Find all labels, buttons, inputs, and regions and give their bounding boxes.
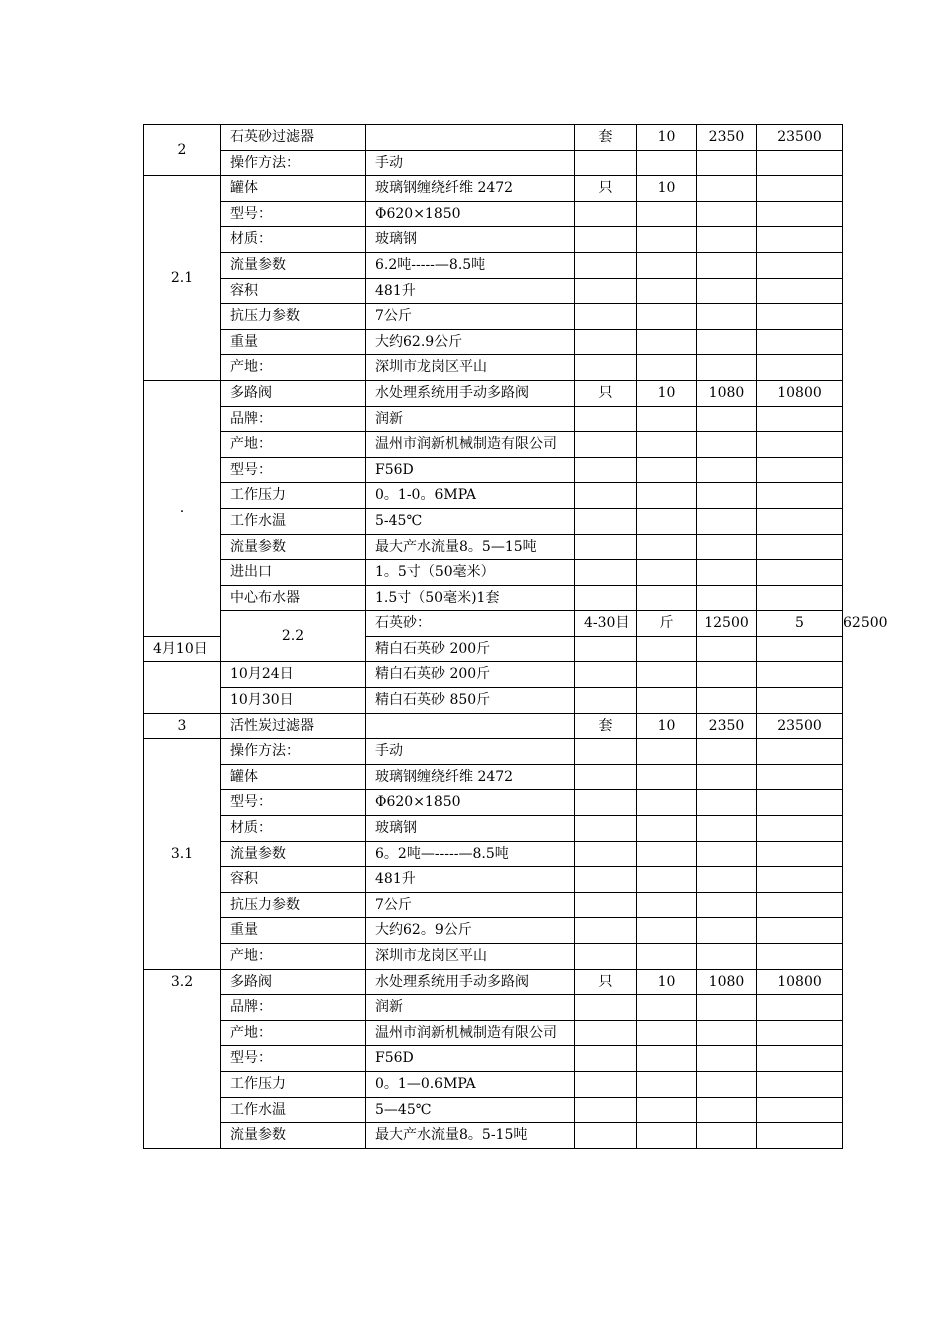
table-row: [144, 1020, 843, 1046]
item-number: [144, 662, 221, 713]
table-row: [144, 125, 843, 151]
table-row: [144, 432, 843, 458]
table-row: [144, 329, 843, 355]
item-number: 3: [144, 713, 221, 739]
item-name: 型号：: [221, 201, 366, 227]
item-name: 材质：: [221, 227, 366, 253]
item-name: 产地：: [221, 1020, 366, 1046]
table-row: [144, 227, 843, 253]
spec-table: [143, 124, 888, 1149]
item-total: 23500: [757, 713, 843, 739]
item-name: 型号：: [221, 457, 366, 483]
item-total: 23500: [757, 125, 843, 151]
item-spec: 温州市润新机械制造有限公司: [366, 1020, 575, 1046]
table-row: [144, 406, 843, 432]
item-spec: 手动: [366, 150, 575, 176]
item-name: 流量参数: [221, 534, 366, 560]
item-price: 2350: [697, 713, 757, 739]
item-spec: 玻璃钢: [366, 227, 575, 253]
table-row: [144, 969, 843, 995]
table-row: [144, 560, 843, 586]
item-spec: 6。2吨—-----—8.5吨: [366, 841, 575, 867]
item-number: 3.1: [144, 739, 221, 969]
item-name: 工作压力: [221, 483, 366, 509]
item-name: 产地：: [221, 432, 366, 458]
table-row: [144, 944, 843, 970]
item-price: 1080: [697, 380, 757, 406]
table-row: 2.2 石英砂： 4-30目 斤 12500 5 62500: [144, 611, 843, 637]
item-name: 产地：: [221, 355, 366, 381]
item-spec: 1。5寸（50毫米）: [366, 560, 575, 586]
item-name: 材质：: [221, 816, 366, 842]
item-name: 10月30日: [221, 688, 366, 714]
item-spec: 1.5寸（50毫米)1套: [366, 585, 575, 611]
table-row: [144, 892, 843, 918]
item-price: 2350: [697, 125, 757, 151]
item-spec: 玻璃钢缠绕纤维 2472: [366, 176, 575, 202]
item-qty: 12500: [697, 611, 757, 637]
item-spec: F56D: [366, 457, 575, 483]
item-name: 多路阀: [221, 969, 366, 995]
item-name: 罐体: [221, 176, 366, 202]
item-name: 容积: [221, 867, 366, 893]
item-spec: Φ620×1850: [366, 201, 575, 227]
table-row: [144, 355, 843, 381]
item-name: 抗压力参数: [221, 892, 366, 918]
item-name: 型号：: [221, 790, 366, 816]
item-number: 3.2: [144, 969, 221, 1148]
table-row: [144, 304, 843, 330]
item-spec: 6.2吨-----—8.5吨: [366, 252, 575, 278]
item-name: 抗压力参数: [221, 304, 366, 330]
item-name: 流量参数: [221, 1123, 366, 1149]
table-row: [144, 380, 843, 406]
item-name: 工作水温: [221, 508, 366, 534]
table-row: [144, 995, 843, 1021]
item-number: 2.2: [221, 611, 366, 662]
item-spec: 精白石英砂 200斤: [366, 636, 575, 662]
table-row: [144, 278, 843, 304]
item-number: 2: [144, 125, 221, 176]
table-row: [144, 1046, 843, 1072]
item-number: .: [144, 380, 221, 636]
item-spec: 水处理系统用手动多路阀: [366, 380, 575, 406]
item-spec: 4-30目: [575, 611, 637, 637]
item-name: 流量参数: [221, 841, 366, 867]
item-name: 产地：: [221, 944, 366, 970]
item-spec: 深圳市龙岗区平山: [366, 355, 575, 381]
item-spec: 玻璃钢: [366, 816, 575, 842]
table-row: [144, 790, 843, 816]
table-row: [144, 713, 843, 739]
item-spec: 5-45℃: [366, 508, 575, 534]
table-row: [144, 662, 843, 688]
item-spec: 0。1-0。6MPA: [366, 483, 575, 509]
item-name: 流量参数: [221, 252, 366, 278]
table-row: [144, 176, 843, 202]
item-name: 4月10日: [144, 636, 221, 662]
table-row: [144, 867, 843, 893]
item-qty: 10: [637, 713, 697, 739]
item-total: 10800: [757, 380, 843, 406]
item-unit: 只: [575, 380, 637, 406]
item-spec: 大约62.9公斤: [366, 329, 575, 355]
item-spec: 最大产水流量8。5—15吨: [366, 534, 575, 560]
item-spec: 玻璃钢缠绕纤维 2472: [366, 764, 575, 790]
item-name: 操作方法：: [221, 739, 366, 765]
item-spec: 481升: [366, 867, 575, 893]
table-row: [144, 585, 843, 611]
item-unit: 斤: [637, 611, 697, 637]
item-name: 罐体: [221, 764, 366, 790]
item-name: 容积: [221, 278, 366, 304]
item-spec: [366, 713, 575, 739]
table-row: [144, 252, 843, 278]
item-spec: [366, 125, 575, 151]
item-spec: 大约62。9公斤: [366, 918, 575, 944]
item-unit: 套: [575, 713, 637, 739]
item-name: 石英砂：: [366, 611, 575, 637]
item-price: 5: [757, 611, 843, 637]
item-qty: 10: [637, 380, 697, 406]
item-name: 型号：: [221, 1046, 366, 1072]
table-row: [144, 1097, 843, 1123]
item-name: 进出口: [221, 560, 366, 586]
item-spec: Φ620×1850: [366, 790, 575, 816]
item-name: 多路阀: [221, 380, 366, 406]
item-name: 工作水温: [221, 1097, 366, 1123]
table-row: [144, 688, 843, 714]
item-spec: 水处理系统用手动多路阀: [366, 969, 575, 995]
table-row: [144, 1123, 843, 1149]
item-spec: 润新: [366, 406, 575, 432]
item-qty: 10: [637, 176, 697, 202]
item-spec: 7公斤: [366, 892, 575, 918]
item-name: 重量: [221, 329, 366, 355]
table-row: [144, 1071, 843, 1097]
item-name: 10月24日: [221, 662, 366, 688]
item-name: 品牌：: [221, 995, 366, 1021]
item-spec: 最大产水流量8。5-15吨: [366, 1123, 575, 1149]
item-spec: 温州市润新机械制造有限公司: [366, 432, 575, 458]
item-unit: 套: [575, 125, 637, 151]
item-spec: 润新: [366, 995, 575, 1021]
table-row: [144, 816, 843, 842]
table-row: [144, 483, 843, 509]
table-row: [144, 201, 843, 227]
item-spec: 手动: [366, 739, 575, 765]
item-price: 1080: [697, 969, 757, 995]
table-row: [144, 457, 843, 483]
item-number: 2.1: [144, 176, 221, 381]
item-name: 工作压力: [221, 1071, 366, 1097]
table-row: [144, 918, 843, 944]
item-total: 10800: [757, 969, 843, 995]
item-name: 品牌：: [221, 406, 366, 432]
item-unit: 只: [575, 969, 637, 995]
item-spec: 5—45℃: [366, 1097, 575, 1123]
table-row: [144, 534, 843, 560]
item-qty: 10: [637, 125, 697, 151]
item-spec: 深圳市龙岗区平山: [366, 944, 575, 970]
item-spec: 481升: [366, 278, 575, 304]
table-row: [144, 508, 843, 534]
item-name: 操作方法：: [221, 150, 366, 176]
table-row: [144, 150, 843, 176]
item-name: 中心布水器: [221, 585, 366, 611]
item-name: 重量: [221, 918, 366, 944]
item-spec: 精白石英砂 850斤: [366, 688, 575, 714]
item-spec: 0。1—0.6MPA: [366, 1071, 575, 1097]
item-spec: 精白石英砂 200斤: [366, 662, 575, 688]
table-row: [144, 739, 843, 765]
table-row: [144, 841, 843, 867]
item-name: 石英砂过滤器: [221, 125, 366, 151]
item-name: 活性炭过滤器: [221, 713, 366, 739]
item-qty: 10: [637, 969, 697, 995]
item-spec: F56D: [366, 1046, 575, 1072]
item-unit: 只: [575, 176, 637, 202]
table-row: [144, 764, 843, 790]
item-spec: 7公斤: [366, 304, 575, 330]
